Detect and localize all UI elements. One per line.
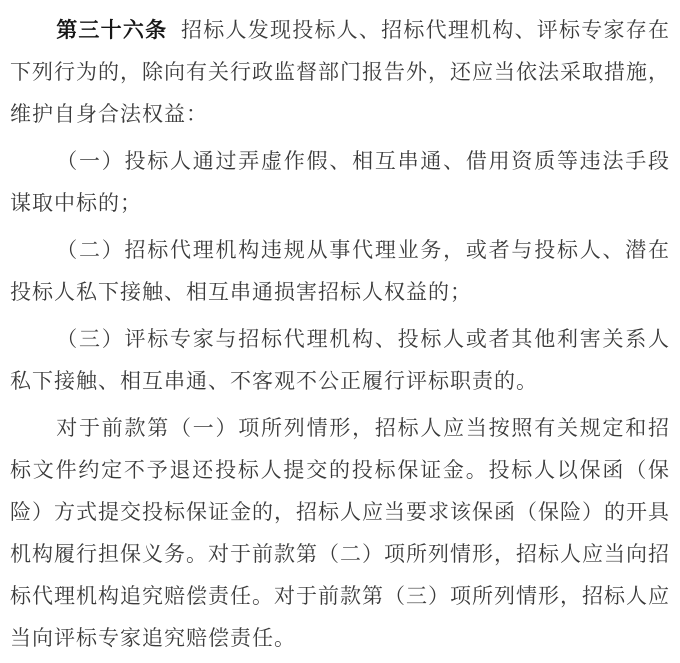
paragraph-liability: 对于前款第（一）项所列情形，招标人应当按照有关规定和招标文件约定不予退还投标人提交的投标保证金。投标人以保函（保险）方式提交投标保证金的，招标人应当要求该保函（保险）的开具机构履行担保义务。对于前款第（二）项所列情形，招标人应当向招标代理机构追究赔偿责任。对于前款第（三）项所列情形，招标人应当向评标专家追究赔偿责任。 <box>10 416 670 650</box>
article-number-label: 第三十六条 <box>56 17 168 42</box>
paragraph-article-36 <box>10 9 670 135</box>
paragraph-item-3: （三）评标专家与招标代理机构、投标人或者其他利害关系人私下接触、相互串通、不客观不公正履行评标职责的。 <box>10 327 670 393</box>
paragraph-text: 招标人发现投标人、招标代理机构、评标专家存在下列行为的，除向有关行政监督部门报告外，还应当依法采取措施，维护自身合法权益： <box>10 18 670 126</box>
paragraph-item-1: （一）投标人通过弄虚作假、相互串通、借用资质等违法手段谋取中标的； <box>10 149 670 215</box>
paragraph-item-2: （二）招标代理机构违规从事代理业务，或者与投标人、潜在投标人私下接触、相互串通损害招标人权益的； <box>10 238 670 304</box>
